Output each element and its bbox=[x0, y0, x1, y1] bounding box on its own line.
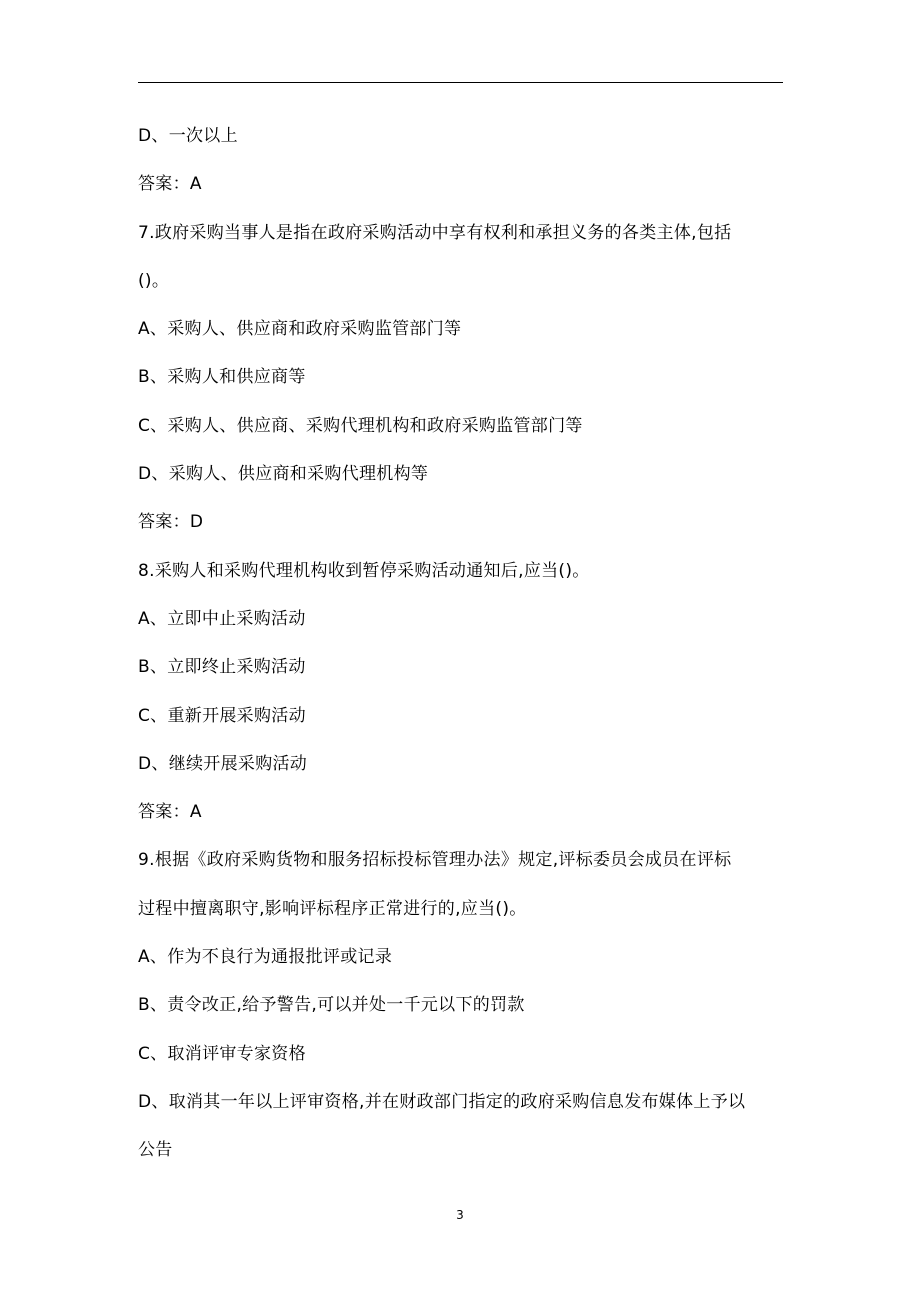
document-body bbox=[138, 122, 788, 1185]
header-rule bbox=[138, 82, 783, 83]
page-number: 3 bbox=[456, 1208, 464, 1222]
answer-q8: 答案：A bbox=[138, 802, 202, 823]
option-c-q8: C、重新开展采购活动 bbox=[138, 705, 306, 726]
option-d-q9-line-2: 公告 bbox=[138, 1140, 173, 1161]
option-d-q9-line-1: D、取消其一年以上评审资格,并在财政部门指定的政府采购信息发布媒体上予以 bbox=[138, 1091, 746, 1112]
question-9-line-2: 过程中擅离职守,影响评标程序正常进行的,应当()。 bbox=[138, 898, 527, 919]
answer-q7: 答案：D bbox=[138, 512, 204, 533]
option-d-q8: D、继续开展采购活动 bbox=[138, 753, 308, 774]
question-9-line-1: 9.根据《政府采购货物和服务招标投标管理办法》规定,评标委员会成员在评标 bbox=[138, 850, 732, 871]
question-7-line-1: 7.政府采购当事人是指在政府采购活动中享有权利和承担义务的各类主体,包括 bbox=[138, 222, 732, 243]
question-8: 8.采购人和采购代理机构收到暂停采购活动通知后,应当()。 bbox=[138, 560, 590, 581]
option-b-q9: B、责令改正,给予警告,可以并处一千元以下的罚款 bbox=[138, 995, 525, 1016]
option-c-q7: C、采购人、供应商、采购代理机构和政府采购监管部门等 bbox=[138, 415, 583, 436]
option-b-q7: B、采购人和供应商等 bbox=[138, 367, 306, 388]
option-c-q9: C、取消评审专家资格 bbox=[138, 1043, 306, 1064]
option-b-q8: B、立即终止采购活动 bbox=[138, 657, 306, 678]
option-a-q7: A、采购人、供应商和政府采购监管部门等 bbox=[138, 319, 462, 340]
question-7-line-2: ()。 bbox=[138, 270, 170, 291]
option-d-q6: D、一次以上 bbox=[138, 126, 238, 146]
option-a-q9: A、作为不良行为通报批评或记录 bbox=[138, 947, 393, 968]
option-d-q7: D、采购人、供应商和采购代理机构等 bbox=[138, 464, 429, 485]
answer-q6: 答案：A bbox=[138, 174, 202, 195]
option-a-q8: A、立即中止采购活动 bbox=[138, 608, 306, 629]
